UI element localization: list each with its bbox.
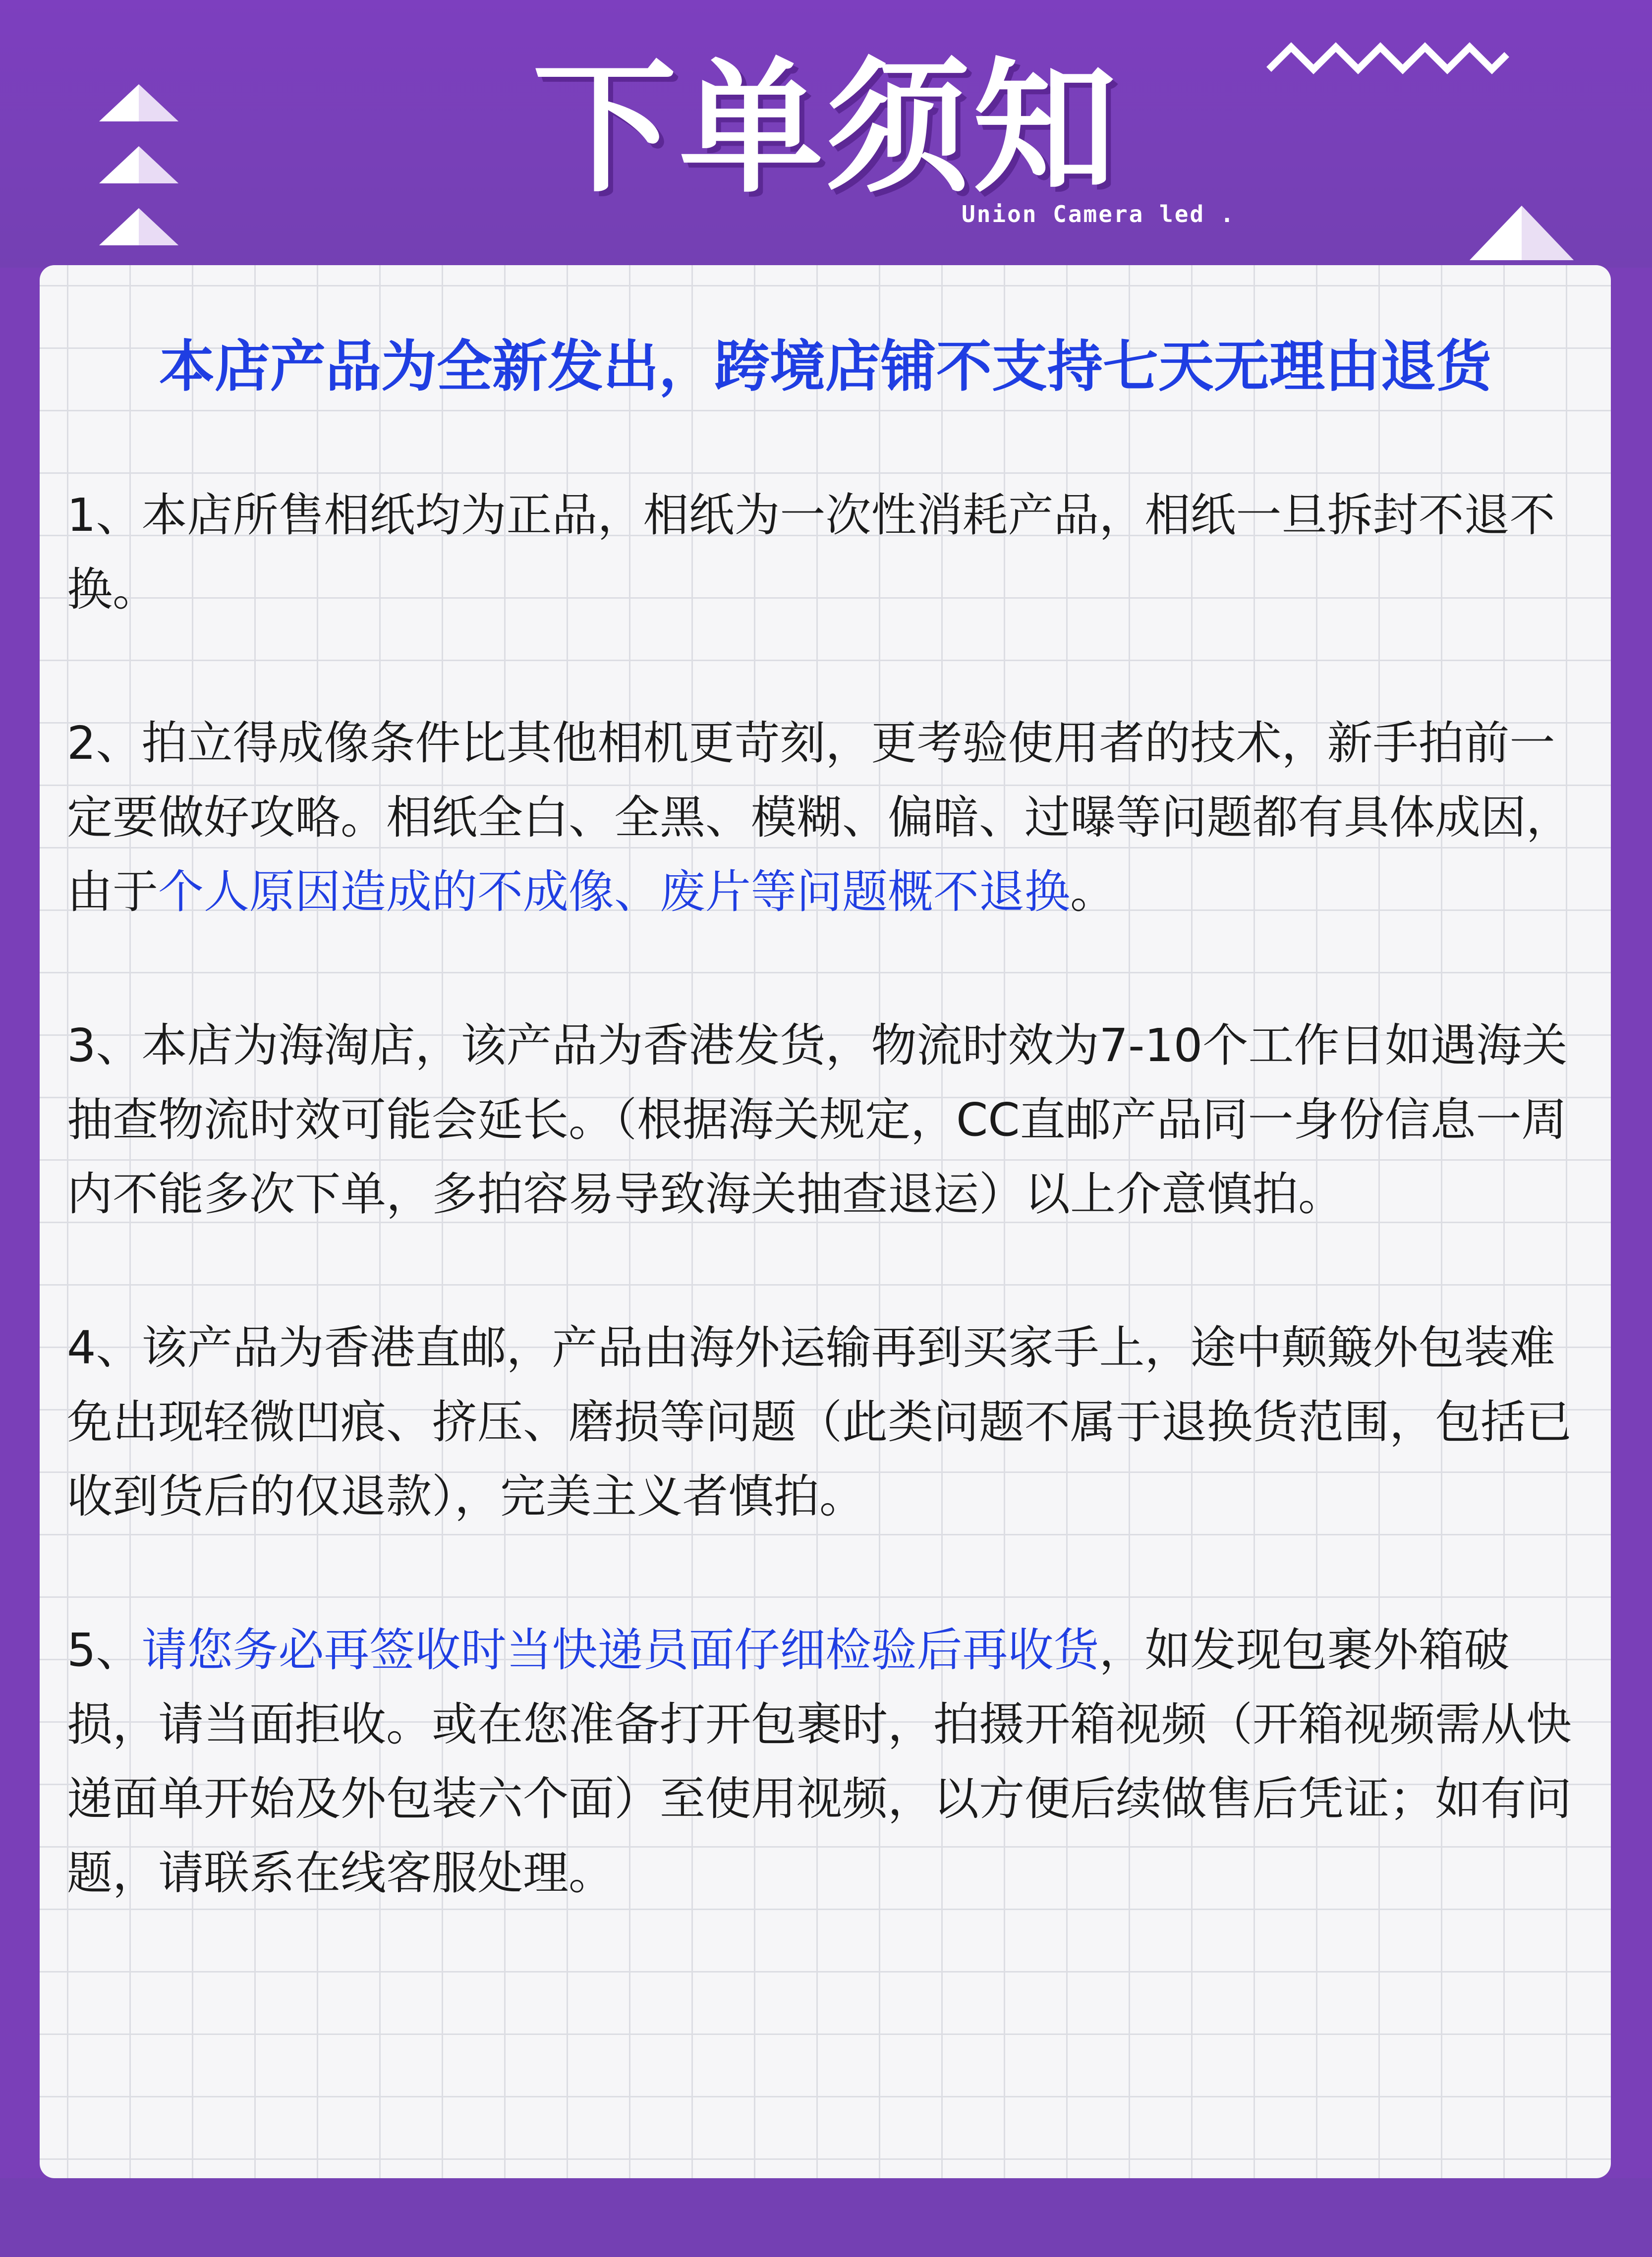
triangle-stack-icon	[94, 82, 183, 260]
notice-item-text: 3、本店为海淘店，该产品为香港发货，物流时效为7-10个工作日如遇海关抽查物流时效可能会延长。（根据海关规定，CC直邮产品同一身份信息一周内不能多次下单，多拍容易导致海关抽查退运）以上介意慎拍。	[67, 1019, 1568, 1221]
notice-item-2	[67, 706, 1594, 929]
notice-item-3	[67, 1009, 1594, 1232]
notice-card	[40, 265, 1611, 2178]
notice-item-highlight: 个人原因造成的不成像、废片等问题概不退换	[158, 865, 1071, 918]
page-title: 下单须知	[532, 45, 1120, 212]
triangle-icon	[1467, 203, 1576, 263]
notice-item-text: 5、	[67, 1624, 142, 1677]
notice-item-highlight: 请您务必再签收时当快递员面仔细检验后再收货	[141, 1624, 1099, 1677]
notice-item-text-after: 。	[1070, 865, 1116, 918]
notice-item-1	[67, 478, 1594, 627]
notice-item-5	[67, 1613, 1594, 1911]
notice-item-text: 4、该产品为香港直邮，产品由海外运输再到买家手上，途中颠簸外包装难免出现轻微凹痕、挤压、磨损等问题（此类问题不属于退换货范围，包括已收到货后的仅退款），完美主义者慎拍。	[67, 1321, 1572, 1523]
bottom-band	[0, 2178, 1652, 2257]
notice-item-text-after: ，如发现包裹外箱破损，请当面拒收。或在您准备打开包裹时，拍摄开箱视频（开箱视频需从快递面单开始及外包装六个面）至使用视频，以方便后续做售后凭证；如有问题，请联系在线客服处理。	[67, 1624, 1572, 1900]
notice-headline: 本店产品为全新发出，跨境店铺不支持七天无理由退货	[159, 335, 1491, 399]
notice-item-text: 1、本店所售相纸均为正品，相纸为一次性消耗产品，相纸一旦拆封不退不换。	[67, 489, 1555, 616]
notice-list	[67, 478, 1594, 1990]
notice-item-4	[67, 1311, 1594, 1534]
notice-item-text: 2、拍立得成像条件比其他相机更苛刻，更考验使用者的技术，新手拍前一定要做好攻略。相纸全白、全黑、模糊、偏暗、过曝等问题都有具体成因，由于	[67, 717, 1572, 918]
brand-subtitle: Union Camera led .	[962, 201, 1236, 227]
header-banner	[0, 0, 1652, 268]
zigzag-icon	[1264, 35, 1512, 79]
